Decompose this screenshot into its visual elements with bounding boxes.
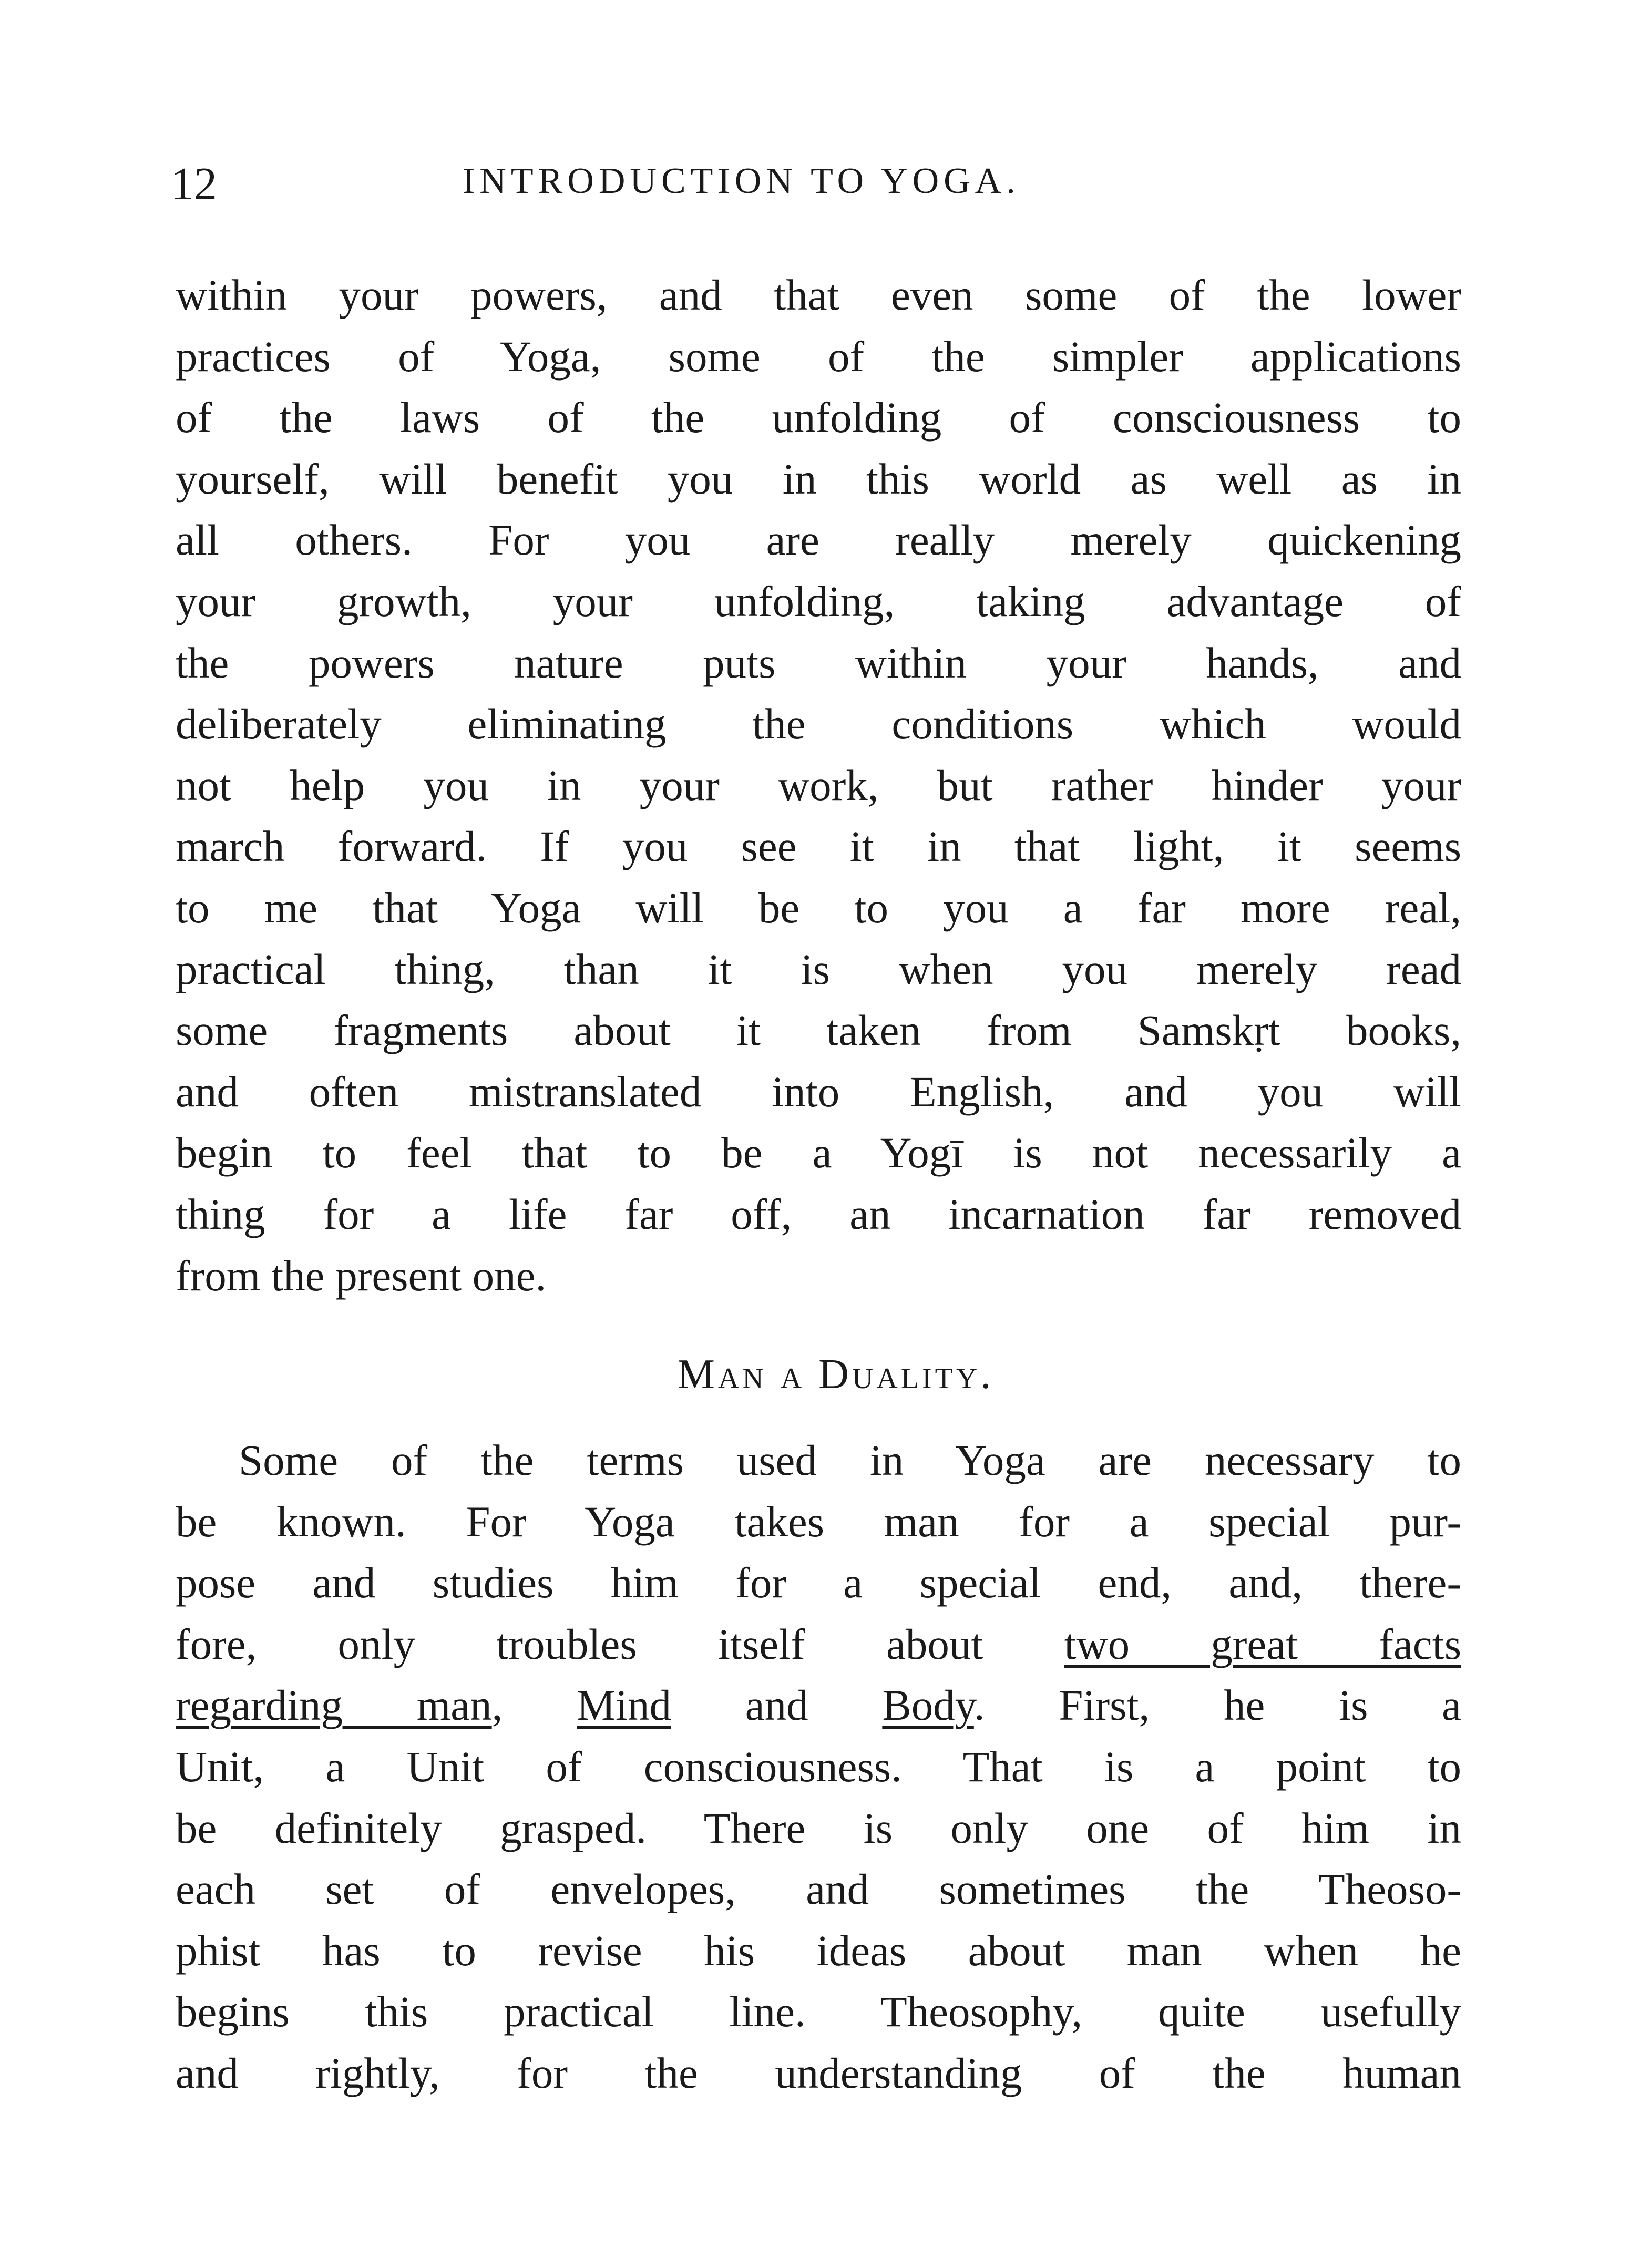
text-segment: yourself, will benefit you in this world as well as in [176,454,1461,503]
text-segment: Some of the terms used in Yoga are necessary to [239,1436,1461,1484]
text-line [176,632,1461,694]
paragraph-1 [176,264,1461,1306]
text-segment: some fragments about it taken from Samskṛt books, [176,1006,1461,1055]
text-segment: , [491,1681,577,1730]
text-segment: phist has to revise his ideas about man when he [176,1926,1461,1975]
text-segment: to me that Yoga will be to you a far more real, [176,883,1461,932]
text-segment: and often mistranslated into English, and you will [176,1067,1461,1116]
text-segment: deliberately eliminating the conditions which would [176,700,1461,748]
text-line [176,571,1461,632]
underlined-text: regarding man [176,1681,492,1730]
text-line [176,755,1461,816]
text-segment: your growth, your unfolding, taking advantage of [176,577,1461,625]
text-segment: Unit, a Unit of consciousness. That is a point to [176,1742,1461,1791]
text-line [176,1920,1461,1982]
text-segment: the powers nature puts within your hands, and [176,638,1461,687]
text-segment: practices of Yoga, some of the simpler applications [176,332,1461,381]
text-line [176,1859,1461,1920]
text-line [176,509,1461,571]
underlined-text: Mind [577,1681,672,1730]
text-segment: within your powers, and that even some of the lower [176,271,1461,319]
text-segment: pose and studies him for a special end, and, there- [176,1558,1461,1607]
text-line [176,1981,1461,2043]
text-segment: begins this practical line. Theosophy, quite usefully [176,1987,1461,2036]
page-number: 12 [171,159,217,210]
text-line [176,2043,1461,2104]
paragraph-2 [176,1430,1461,2104]
text-line [176,816,1461,877]
text-segment: . First, he is a [973,1681,1462,1730]
text-line [176,1000,1461,1061]
text-line [176,877,1461,939]
section-heading: Man a Duality. [677,1351,995,1398]
text-segment: all others. For you are really merely quickening [176,516,1461,565]
text-segment: march forward. If you see it in that light, it seems [176,822,1461,871]
text-segment: be known. For Yoga takes man for a special pur- [176,1497,1461,1546]
text-line [176,448,1461,510]
text-line [176,326,1461,387]
text-line [176,693,1461,755]
text-line [176,1491,1461,1553]
text-segment: begin to feel that to be a Yogī is not necessarily a [176,1128,1461,1177]
text-segment: and rightly, for the understanding of the human [176,2048,1461,2097]
text-segment: each set of envelopes, and sometimes the Theoso- [176,1865,1461,1914]
text-line [176,1798,1461,1859]
text-line [176,1736,1461,1798]
text-line [176,1430,1461,1491]
text-line [176,387,1461,448]
text-line [176,1061,1461,1123]
text-line [176,1552,1461,1614]
text-segment: practical thing, than it is when you merely read [176,945,1461,993]
text-segment: be definitely grasped. There is only one of him in [176,1803,1461,1852]
text-segment: of the laws of the unfolding of consciousness to [176,393,1461,442]
text-segment: and [671,1681,883,1730]
text-line [176,1122,1461,1184]
text-line [176,1184,1461,1245]
text-segment: fore, only troubles itself about [176,1619,1064,1668]
text-line [176,1675,1461,1736]
running-head: INTRODUCTION TO YOGA. [463,161,1020,201]
text-segment: from the present one. [176,1251,547,1300]
underlined-text: two great facts [1064,1619,1462,1668]
text-line [176,1614,1461,1675]
text-segment: not help you in your work, but rather hinder your [176,761,1461,809]
underlined-text: Body [882,1681,974,1730]
text-segment: thing for a life far off, an incarnation far removed [176,1189,1461,1238]
text-line [176,1245,1461,1307]
text-line [176,939,1461,1000]
text-line [176,264,1461,326]
